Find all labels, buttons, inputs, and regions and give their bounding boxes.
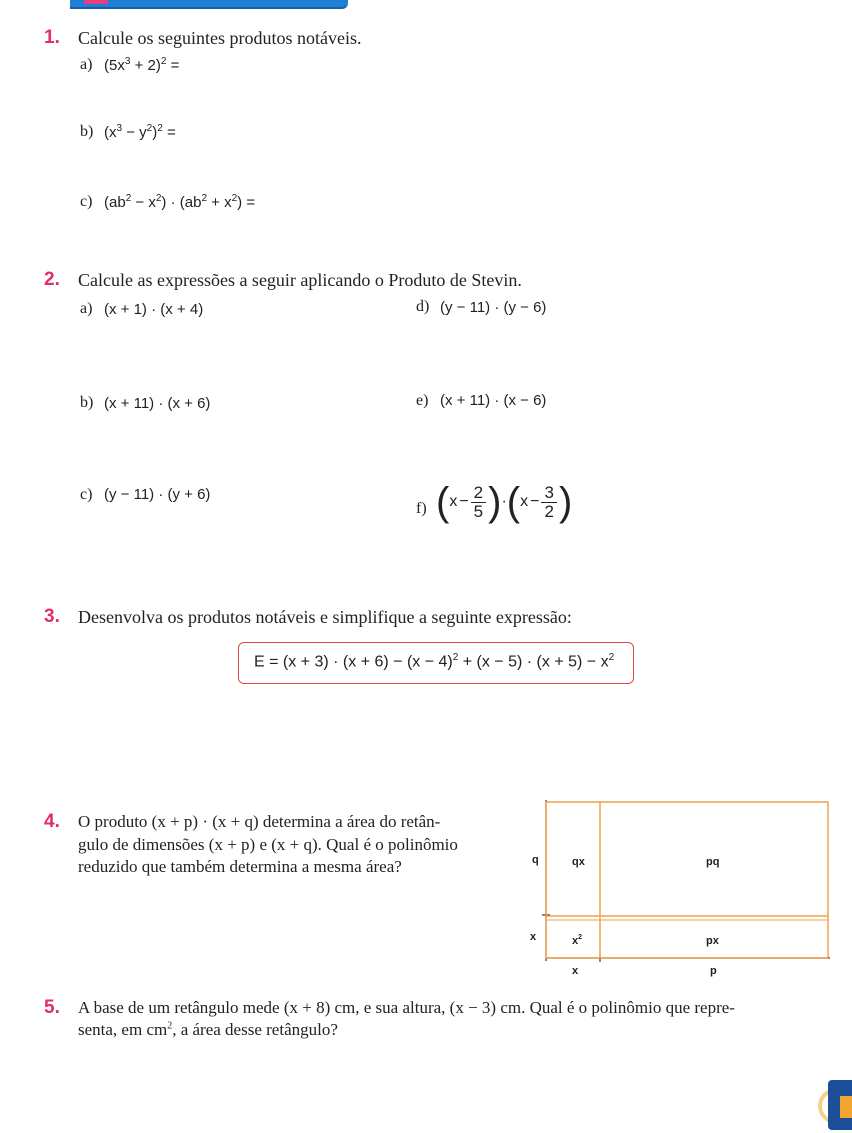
q2-text: Calcule as expressões a seguir aplicando o Produto de Stevin. [78,270,522,290]
q2-item-a-expr: (x + 1) · (x + 4) [104,301,204,318]
q5-line-2: senta, em $cm^2$, a área desse retângulo? [78,1020,338,1039]
f-paren-open-2: ( [506,480,521,524]
diagram-cell-pq: pq [706,856,720,868]
q2-item-f-expr: (x − $\frac{2}{5}$ )·(x − $\frac{3}{2}$ ) [436,480,573,524]
q4-line-2: gulo de dimensões (x + p) e (x + q). Qual é o polinômio [78,835,458,854]
diagram-outer-rect [546,802,828,958]
q1-item-a-expr: $(5x^3 + 2)^2$ = [104,56,180,74]
q3-formula: $E = (x + 3) \cdot (x + 6) - (x - 4)^2 + (x - 5) \cdot (x + 5) - x^2$ [254,652,615,671]
q2-item-d-label: d) [416,298,430,315]
q3-number: 3. [44,606,60,627]
q2-item-c-label: c) [80,486,93,503]
q3-text: Desenvolva os produtos notáveis e simplifique a seguinte expressão: [78,607,572,627]
f-fraction-2: $\frac{3}{2}$ [541,484,556,521]
q1-item-c-expr: $(ab^2 - x^2) \cdot (ab^2 + x^2)$ = [104,193,256,211]
header-bar [70,0,348,9]
q1-item-a-label: a) [80,56,93,73]
q2-item-d-expr: (y − 11) · (y − 6) [440,299,547,316]
f-paren-close-1: ) [488,480,502,524]
q4-line-1: O produto (x + p) · (x + q) determina a área do retân- [78,812,441,831]
q1-text: Calcule os seguintes produtos notáveis. [78,28,362,48]
f-fraction-1: $\frac{2}{5}$ [471,484,486,521]
q2-number: 2. [44,269,60,290]
diagram-side-q: q [532,854,539,866]
q5-line-1: A base de um retângulo mede (x + 8) cm, e sua altura, (x − 3) cm. Qual é o polinômio que repre- [78,998,735,1017]
q1-number: 1. [44,27,60,48]
f-paren-open-1: ( [436,480,450,524]
diagram-cell-px: px [706,935,719,947]
diagram-cell-qx: qx [572,856,585,868]
page-corner-badge-accent [840,1096,852,1118]
q2-item-b-label: b) [80,394,94,411]
q4-line-3: reduzido que também determina a mesma área? [78,857,402,876]
f-paren-close-2: ) [558,480,573,524]
q4-number: 4. [44,811,60,832]
q2-item-e-expr: (x + 11) · (x − 6) [440,392,547,409]
q2-item-a-label: a) [80,300,93,317]
q2-item-c-expr: (y − 11) · (y + 6) [104,486,211,503]
q1-item-b-expr: $(x^3 - y^2)^2$ = [104,123,176,141]
q2-item-f-label: f) [416,500,427,517]
diagram-side-x: x [530,931,537,943]
q1-item-b-label: b) [80,123,94,140]
q2-item-e-label: e) [416,392,429,409]
diagram-bottom-p: p [710,965,717,977]
q2-item-b-expr: (x + 11) · (x + 6) [104,395,211,412]
header-accent [84,0,108,4]
q1-item-c-label: c) [80,193,93,210]
area-diagram [520,795,840,985]
q5-number: 5. [44,997,60,1018]
diagram-bottom-x: x [572,965,579,977]
diagram-cell-x2: $x^2$ [572,934,583,947]
